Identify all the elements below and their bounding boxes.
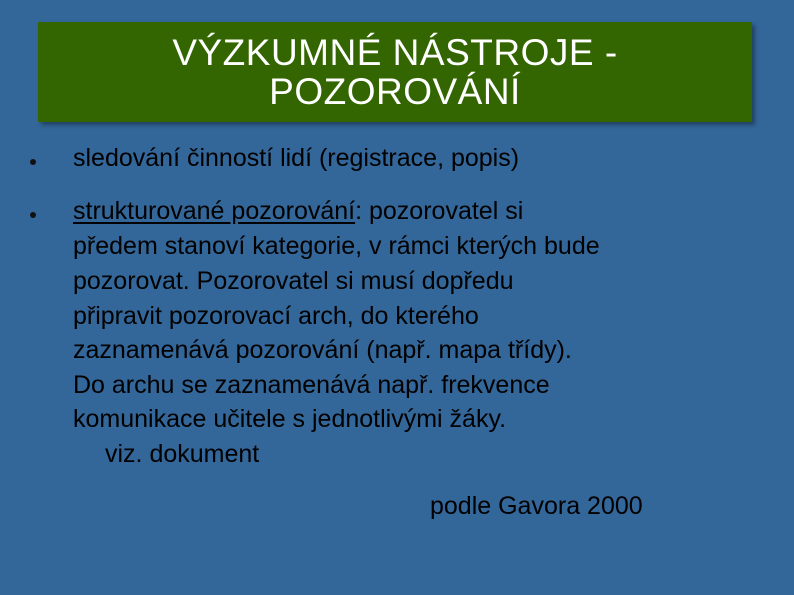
title-line-2: POZOROVÁNÍ (269, 71, 521, 112)
bullet-2-line-5: zaznamenává pozorování (např. mapa třídy). (73, 336, 572, 364)
bullet-dot-1 (30, 159, 36, 165)
bullet-2-line-3: pozorovat. Pozorovatel si musí dopředu (73, 267, 514, 295)
title-banner (38, 22, 752, 122)
bullet-2-line-8: viz. dokument (105, 440, 260, 468)
bullet-2-after-term: : pozorovatel si (355, 197, 524, 225)
bullet-2-line-7: komunikace učitele s jednotlivými žáky. (73, 405, 507, 433)
bullet-dot-2 (30, 212, 36, 218)
bullet-2-line-4: připravit pozorovací arch, do kterého (73, 302, 479, 330)
bullet-2-line-6: Do archu se zaznamenává např. frekvence (73, 371, 550, 399)
source-citation: podle Gavora 2000 (430, 492, 643, 520)
bullet-2-first-line (73, 194, 523, 229)
title-line-1: VÝZKUMNÉ NÁSTROJE - (172, 32, 618, 73)
bullet-1-text: sledování činností lidí (registrace, popis) (73, 144, 520, 172)
bullet-2-term: strukturované pozorování (73, 197, 356, 225)
bullet-2-line-2: předem stanoví kategorie, v rámci kterých bude (73, 232, 600, 260)
